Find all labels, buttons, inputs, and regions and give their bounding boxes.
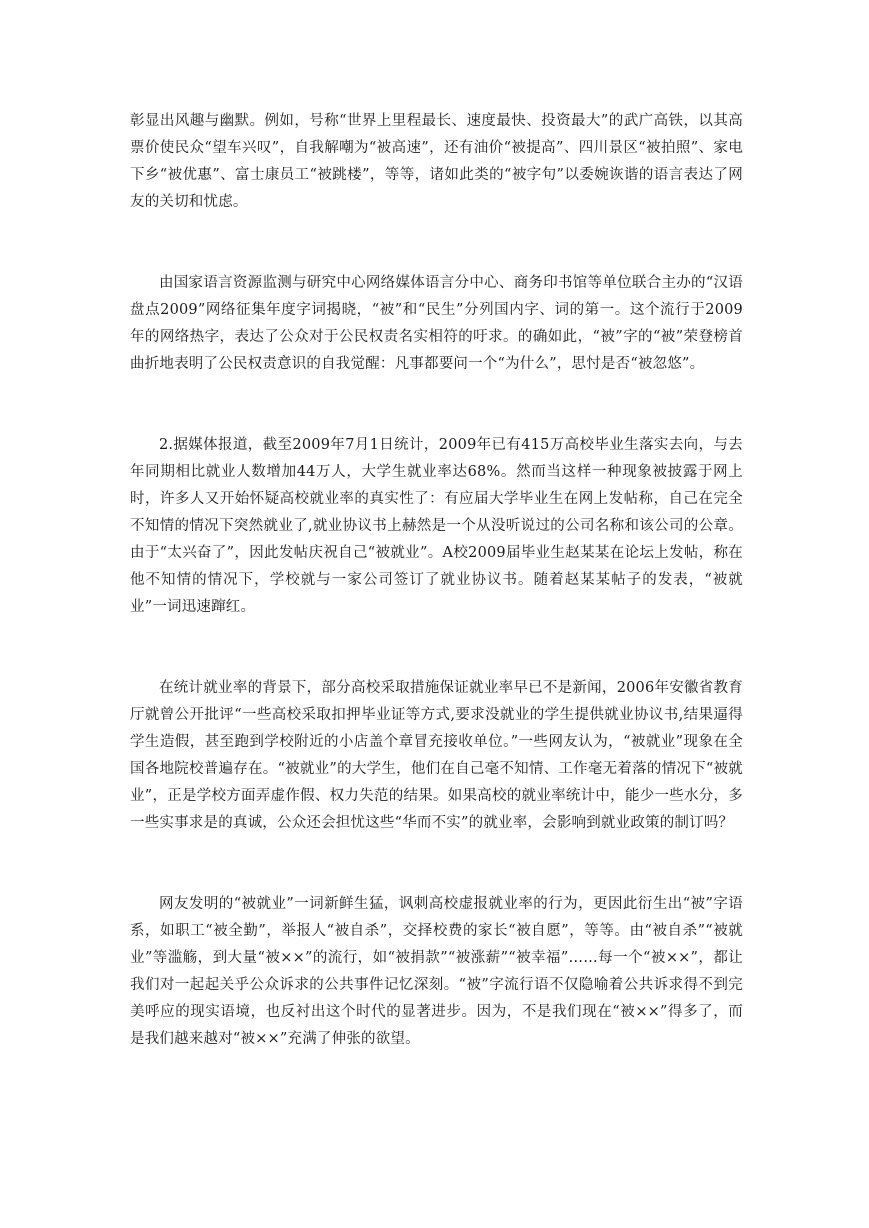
paragraph-5: 网友发明的“被就业”一词新鲜生猛，讽刺高校虚报就业率的行为，更因此衍生出“被”字语系，如职工“被全勤”，举报人“被自杀”，交择校费的家长“被自愿”，等等。由“被自杀”“被就业”等滥觞，到大量“被××”的流行，如“被捐款”“被涨薪”“被幸福”……每一个“被××”，都让我们对一起起关乎公众诉求的公共事件记忆深刻。“被”字流行语不仅隐喻着公共诉求得不到完美呼应的现实语境，也反衬出这个时代的显著进步。因为，不是我们现在“被××”得多了，而是我们越来越对“被××”充满了伸张的欲望。 bbox=[130, 896, 743, 1047]
paragraph-2: 由国家语言资源监测与研究中心网络媒体语言分中心、商务印书馆等单位联合主办的“汉语盘点2009”网络征集年度字词揭晓，“被”和“民生”分列国内字、词的第一。这个流行于2009年的网络热字，表达了公众对于公民权责名实相符的吁求。的确如此，“被”字的“被”荣登榜首曲折地表明了公民权责意识的自我觉醒：凡事都要问一个“为什么”，思忖是否“被忽悠”。 bbox=[130, 275, 743, 372]
paragraph-4: 在统计就业率的背景下，部分高校采取措施保证就业率早已不是新闻，2006年安徽省教育厅就曾公开批评“一些高校采取扣押毕业证等方式,要求没就业的学生提供就业协议书,结果逼得学生造假，甚至跑到学校附近的小店盖个章冒充接收单位。”一些网友认为，“被就业”现象在全国各地院校普遍存在。“被就业”的大学生，他们在自己毫不知情、工作毫无着落的情况下“被就业”，正是学校方面弄虚作假、权力失范的结果。如果高校的就业率统计中，能少一些水分，多一些实事求是的真诚，公众还会担忧这些“华而不实”的就业率，会影响到就业政策的制订吗？ bbox=[130, 680, 743, 831]
paragraph-3: 2.据媒体报道，截至2009年7月1日统计，2009年已有415万高校毕业生落实去向，与去年同期相比就业人数增加44万人，大学生就业率达68%。然而当这样一种现象被披露于网上时，许多人又开始怀疑高校就业率的真实性了：有应届大学毕业生在网上发帖称，自己在完全不知情的情况下突然就业了,就业协议书上赫然是一个从没听说过的公司名称和该公司的公章。由于“太兴奋了”，因此发帖庆祝自己“被就业”。A校2009届毕业生赵某某在论坛上发帖，称在他不知情的情况下，学校就与一家公司签订了就业协议书。随着赵某某帖子的发表，“被就业”一词迅速蹿红。 bbox=[130, 437, 743, 615]
document-body bbox=[130, 108, 743, 1107]
paragraph-1: 彰显出风趣与幽默。例如，号称“世界上里程最长、速度最快、投资最大”的武广高铁，以其高票价使民众“望车兴叹”，自我解嘲为“被高速”，还有油价“被提高”、四川景区“被拍照”、家电下乡“被优惠”、富士康员工“被跳楼”，等等，诸如此类的“被字句”以委婉诙谐的语言表达了网友的关切和忧虑。 bbox=[130, 113, 743, 210]
